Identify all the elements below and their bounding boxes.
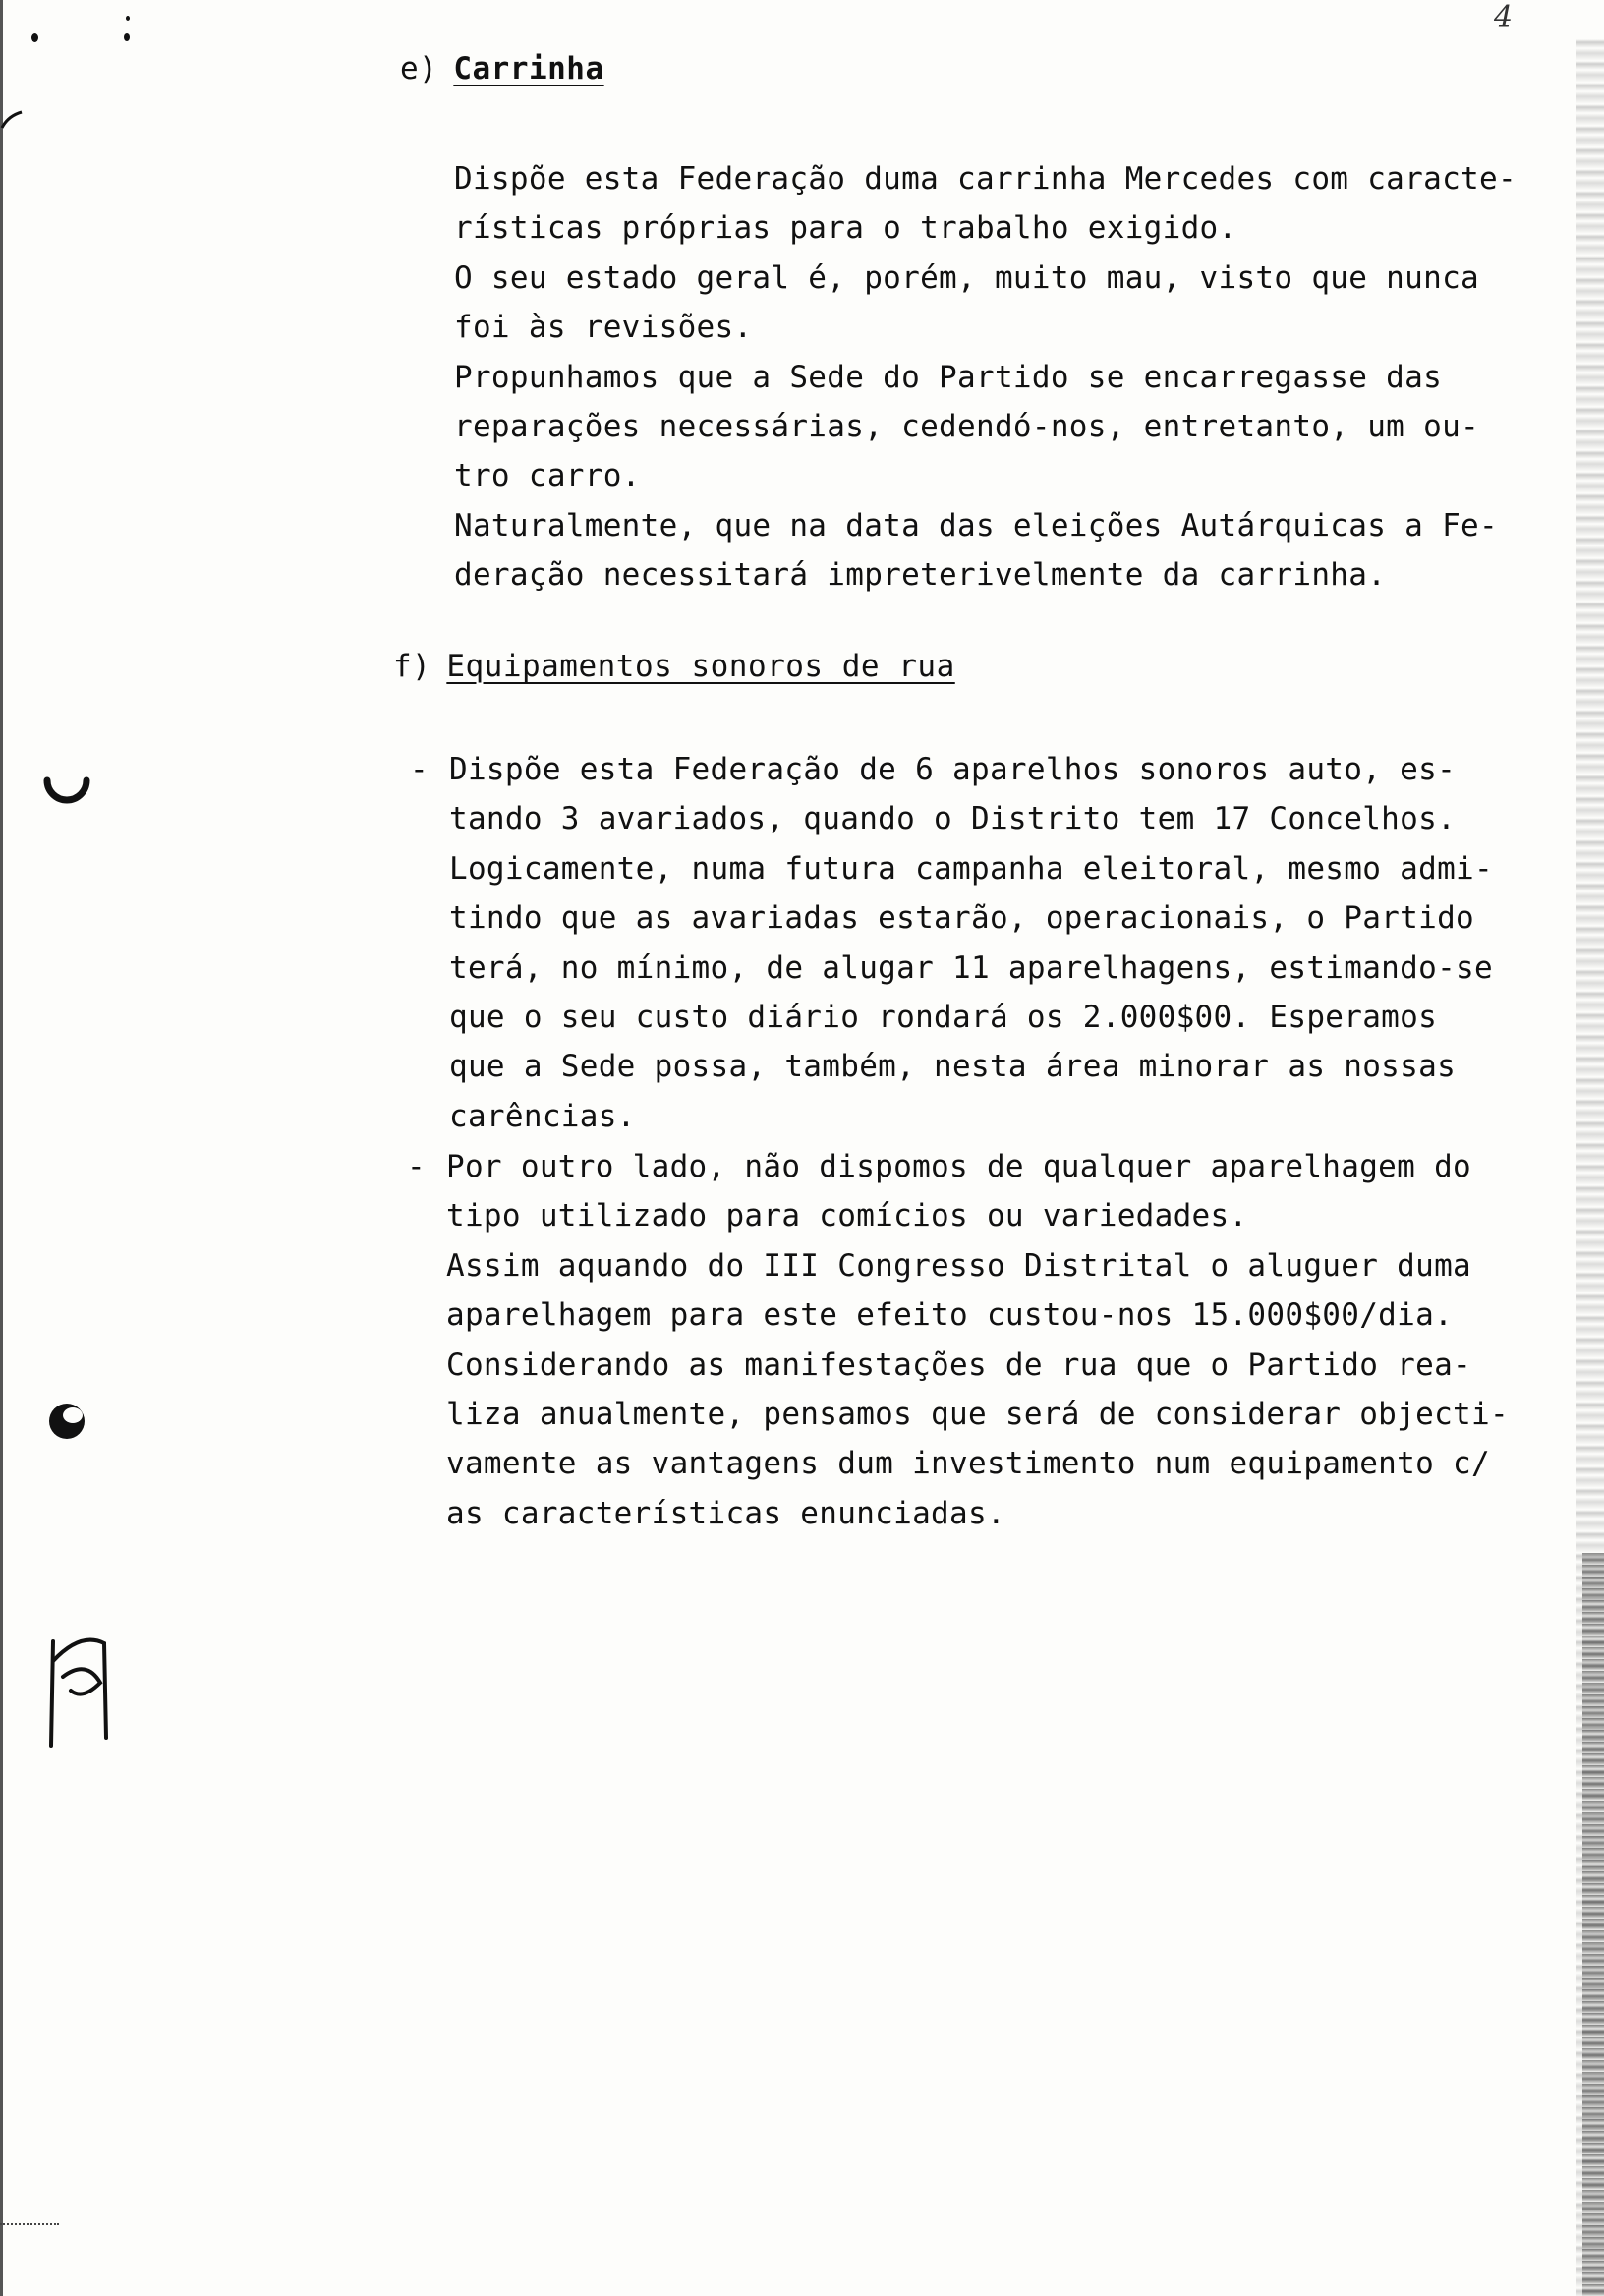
section-e-paragraph [454, 154, 1517, 601]
punch-hole-icon [41, 1394, 96, 1449]
text-line: liza anualmente, pensamos que será de considerar objecti- [446, 1396, 1509, 1432]
section-title: Carrinha [453, 51, 604, 86]
text-line: Naturalmente, que na data das eleições Autárquicas a Fe- [454, 507, 1498, 544]
section-heading-e [400, 51, 604, 86]
scan-speck [31, 33, 38, 42]
section-heading-f [393, 649, 955, 684]
page-left-edge [0, 0, 3, 2296]
text-line: tindo que as avariadas estarão, operacionais, o Partido [449, 900, 1474, 937]
text-line-content: Por outro lado, não dispomos de qualquer aparelhagem do [446, 1149, 1471, 1184]
section-f-bullet-2 [407, 1142, 1509, 1538]
text-line: Assim aquando do III Congresso Distrital o aluguer duma [446, 1247, 1471, 1284]
text-line: tipo utilizado para comícios ou variedades. [446, 1198, 1248, 1234]
text-line: terá, no mínimo, de alugar 11 aparelhagens, estimando-se [449, 949, 1493, 986]
text-line: as características enunciadas. [446, 1495, 1005, 1531]
pen-mark-icon [0, 106, 29, 136]
text-line: O seu estado geral é, porém, muito mau, visto que nunca [454, 259, 1479, 296]
section-letter: f) [393, 649, 431, 684]
section-title: Equipamentos sonoros de rua [446, 649, 955, 684]
scan-speck [126, 16, 130, 21]
scan-margin-dots [0, 2223, 59, 2225]
text-line: foi às revisões. [454, 310, 753, 346]
text-line: Propunhamos que a Sede do Partido se encarregasse das [454, 359, 1443, 395]
text-line: deração necessitará impreterivelmente da carrinha. [454, 557, 1387, 594]
text-line: Dispõe esta Federação duma carrinha Mercedes com caracte- [454, 161, 1517, 197]
punch-hole-icon [39, 767, 94, 822]
text-line: Logicamente, numa futura campanha eleitoral, mesmo admi- [449, 850, 1493, 887]
page-number: 4 [1494, 0, 1514, 34]
scan-speck [124, 33, 130, 41]
text-line: rísticas próprias para o trabalho exigido. [454, 210, 1237, 247]
section-letter: e) [400, 51, 438, 86]
text-line-content: Dispõe esta Federação de 6 aparelhos sonoros auto, es- [449, 752, 1457, 787]
text-line [407, 1142, 1509, 1191]
text-line: vamente as vantagens dum investimento num equipamento c/ [446, 1446, 1490, 1482]
bullet-dash: - [410, 752, 429, 787]
handwritten-initials-icon [41, 1622, 130, 1750]
text-line: tro carro. [454, 458, 641, 494]
bullet-dash: - [407, 1149, 426, 1184]
text-line: carências. [449, 1098, 636, 1134]
text-line: tando 3 avariados, quando o Distrito tem 17 Concelhos. [449, 801, 1457, 837]
text-line: reparações necessárias, cedendó-nos, entretanto, um ou- [454, 408, 1479, 444]
text-line [410, 745, 1493, 794]
text-line: que o seu custo diário rondará os 2.000$00. Esperamos [449, 999, 1438, 1035]
text-line: Considerando as manifestações de rua que o Partido rea- [446, 1347, 1471, 1383]
section-f-bullet-1 [410, 745, 1493, 1141]
scan-edge-noise-dark [1582, 1553, 1604, 2296]
text-line: aparelhagem para este efeito custou-nos 15.000$00/dia. [446, 1297, 1454, 1334]
text-line: que a Sede possa, também, nesta área minorar as nossas [449, 1049, 1457, 1085]
